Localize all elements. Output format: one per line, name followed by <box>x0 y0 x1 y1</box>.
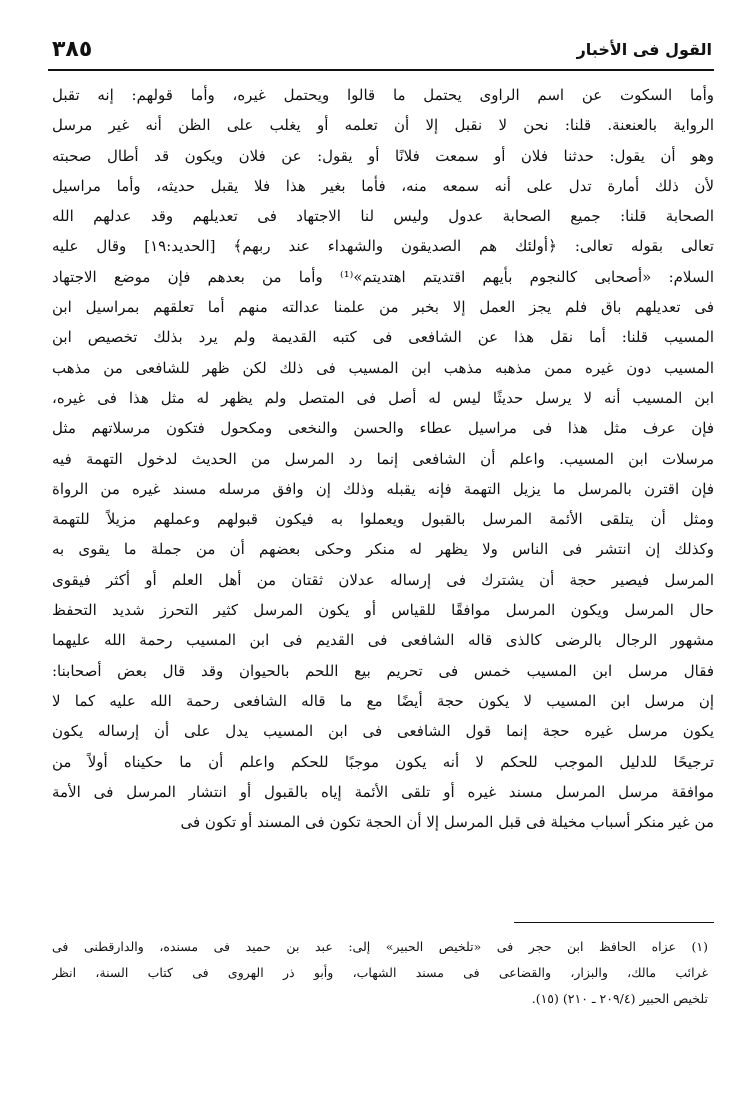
text-line: فإن عرف مثل هذا فى مراسيل عطاء والحسن والنخعى ومكحول فتكون مرسلاتهم مثل <box>52 419 714 438</box>
text-line: مشهور الرجال بالرضى كالذى قاله الشافعى فى القديم فى ابن المسيب رحمة الله عليهما <box>52 631 714 650</box>
text-line: إن مرسل ابن المسيب لا يكون حجة أيضًا مع ما قاله الشافعى رحمة الله عليه كما لا <box>52 691 714 710</box>
text-line: فى تعديلهم باق فلم يجز العمل إلا بخبر من علمنا عدالته منهم أما تعلقهم بمراسيل ابن <box>52 298 714 317</box>
text-line: فإن اقترن بالمرسل ما يزيل التهمة فإنه يقبله وذلك إن وافق مرسله مسند غيره من الرواة <box>52 479 714 498</box>
text-line: وهو أن يقول: حدثنا فلان أو سمعت فلانًا أو يقول: عن فلان ويكون قد أطال صحبته <box>52 146 714 165</box>
text-line: المسيب قلنا: أما نقل هذا عن الشافعى فى كتبه القديمة ولم يرد بذلك تخصيص ابن <box>52 328 714 347</box>
text-line: موافقة مرسل المرسل مسند غيره أو تلقى الأئمة إياه بالقبول أو انتشار المرسل فى الأمة <box>52 782 714 801</box>
text-line: المرسل فيصير حجة أن يشترك فى إرساله عدلان ثقتان من أهل العلم أو أكثر فيقوى <box>52 570 714 589</box>
footnotes <box>52 934 708 1012</box>
footnote-rule <box>514 922 714 923</box>
footnote-line: تلخيص الحبير (٢٠٩/٤ ـ ٢١٠) (١٥). <box>531 991 708 1006</box>
text-line: حال المرسل ويكون المرسل موافقًا للقياس أو يكون المرسل كثير التحرز شديد التحفظ <box>52 601 714 620</box>
text-line: الصحابة قلنا: جميع الصحابة عدول وليس لنا الاجتهاد فى تعديلهم وقد عدلهم الله <box>52 207 714 226</box>
text-line: ابن المسيب أنه لا يرسل حديثًا ليس له أصل فى المتصل ولم يظهر له مثل هذا فى غيره، <box>52 388 714 407</box>
text-line: يكون مرسل غيره حجة إنما قول الشافعى فى ابن المسيب يدل على أن إرساله يكون <box>52 722 714 741</box>
text-line: من غير منكر أسباب مخيلة فى قبل المرسل إلا أن الحجة تكون فى المسند أو تكون فى <box>180 813 714 832</box>
header-rule <box>48 69 714 71</box>
page-header <box>52 34 712 64</box>
text-line: الرواية بالعنعنة. قلنا: نحن لا نقبل إلا أن تعلمه أو يغلب على الظن أنه غير مرسل <box>52 116 714 135</box>
text-line: وأما السكوت عن اسم الراوى يحتمل ما قالوا ويحتمل غيره، وأما قولهم: إنه تقبل <box>52 86 714 104</box>
main-text <box>52 80 714 837</box>
text-line: فقال مرسل ابن المسيب خمس فى تحريم بيع اللحم بالحيوان وقد قال بعض أصحابنا: <box>52 661 714 680</box>
footnote-line: غرائب مالك، والبزار، والقضاعى فى مسند الشهاب، وأبو ذر الهروى فى كتاب السنة، انظر <box>52 965 708 980</box>
footnote-line: (١) عزاه الحافظ ابن حجر فى «تلخيص الحبير» إلى: عبد بن حميد فى مسنده، والدارقطنى فى <box>52 939 708 954</box>
text-line: تعالى بقوله تعالى: ﴿أولئك هم الصديقون والشهداء عند ربهم﴾ [الحديد:١٩] وقال عليه <box>52 237 714 256</box>
text-line: ترجيحًا للدليل الموجب للحكم لا أنه يكون موجبًا للحكم واعلم أن ما حكيناه أولاً من <box>52 752 714 771</box>
page-number: ٣٨٥ <box>52 36 93 62</box>
text-line: لأن ذلك أمارة تدل على أنه سمعه منه، فأما بغير هذا فلا يقبل حديثه، وأما مراسيل <box>52 176 714 195</box>
text-line: المسيب دون غيره ممن مذهبه مذهب ابن المسيب فى ذلك لكن ظهر للشافعى من مذهب <box>52 358 714 377</box>
text-line: مرسلات ابن المسيب. واعلم أن الشافعى إنما رد المرسل من الحديث لدخول التهمة فيه <box>52 449 714 468</box>
text-line: ومثل أن يتلقى الأئمة المرسل بالقبول ويعملوا به فيكون قبولهم وعملهم مزيلاً للتهمة <box>52 510 714 529</box>
text-line: وكذلك إن انتشر فى الناس ولا يظهر له منكر وحكى بعضهم أن من جملة ما يقوى به <box>52 540 714 559</box>
text-line: السلام: «أصحابى كالنجوم بأيهم اقتديتم اهتديتم»⁽¹⁾ وأما من بعدهم فإن موضع الاجتهاد <box>52 267 714 286</box>
running-title: القول فى الأخبار <box>576 39 712 59</box>
